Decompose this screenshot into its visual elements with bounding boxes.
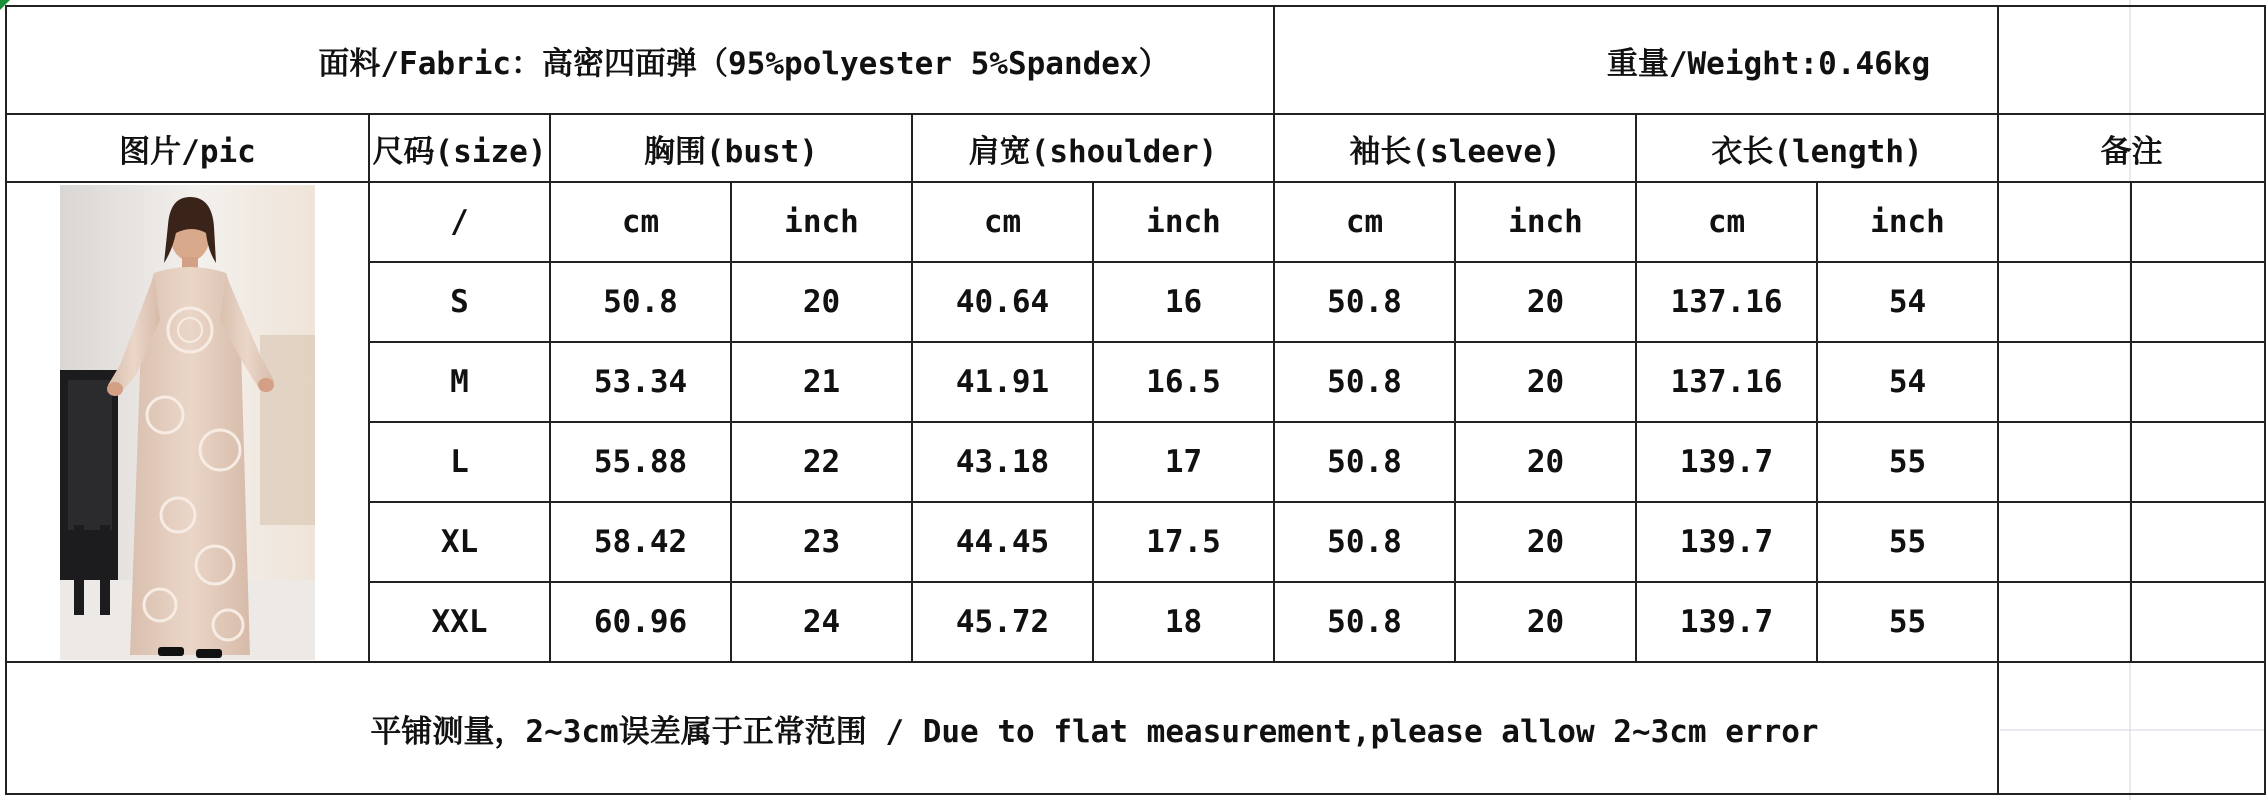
remarks-blank [2131, 422, 2265, 502]
length-cm-cell: 139.7 [1636, 582, 1817, 662]
remarks-blank [1998, 342, 2131, 422]
sleeve-cm-cell: 50.8 [1274, 502, 1455, 582]
shoulder-inch-cell: 17.5 [1093, 502, 1274, 582]
shoulder-cm-cell: 45.72 [912, 582, 1093, 662]
unit-bust-inch: inch [731, 182, 912, 262]
bust-inch-cell: 21 [731, 342, 912, 422]
sleeve-cm-cell: 50.8 [1274, 262, 1455, 342]
shoulder-cm-cell: 43.18 [912, 422, 1093, 502]
bust-inch-cell: 23 [731, 502, 912, 582]
shoulder-cm-cell: 41.91 [912, 342, 1093, 422]
unit-bust-cm: cm [550, 182, 731, 262]
remarks-blank [1998, 262, 2131, 342]
length-inch-cell: 55 [1817, 502, 1998, 582]
weight-cell [1274, 6, 1998, 114]
shoulder-inch-cell: 18 [1093, 582, 1274, 662]
length-cm-cell: 137.16 [1636, 342, 1817, 422]
sleeve-cm-cell: 50.8 [1274, 342, 1455, 422]
remarks-blank [2131, 342, 2265, 422]
unit-sleeve-inch: inch [1455, 182, 1636, 262]
length-cm-cell: 139.7 [1636, 422, 1817, 502]
length-cm-cell: 137.16 [1636, 262, 1817, 342]
remarks-blank [2131, 582, 2265, 662]
length-inch-cell: 55 [1817, 582, 1998, 662]
size-chart-table [5, 5, 2266, 795]
measurement-note: 平铺测量，2~3cm误差属于正常范围 / Due to flat measurement,please allow 2~3cm error [370, 713, 1819, 750]
col-pic: 图片/pic [6, 114, 369, 182]
sleeve-cm-cell: 50.8 [1274, 422, 1455, 502]
unit-row [6, 182, 2265, 262]
unit-shoulder-inch: inch [1093, 182, 1274, 262]
unit-shoulder-cm: cm [912, 182, 1093, 262]
remarks-blank [1998, 502, 2131, 582]
unit-length-inch: inch [1817, 182, 1998, 262]
footer-row [6, 662, 2265, 794]
header-row [6, 6, 2265, 114]
unit-length-cm: cm [1636, 182, 1817, 262]
shoulder-inch-cell: 16.5 [1093, 342, 1274, 422]
shoulder-inch-cell: 17 [1093, 422, 1274, 502]
bust-cm-cell: 60.96 [550, 582, 731, 662]
bust-cm-cell: 55.88 [550, 422, 731, 502]
bust-inch-cell: 24 [731, 582, 912, 662]
remarks-blank [2131, 182, 2265, 262]
length-inch-cell: 54 [1817, 262, 1998, 342]
sleeve-inch-cell: 20 [1455, 422, 1636, 502]
sleeve-inch-cell: 20 [1455, 342, 1636, 422]
unit-size: / [369, 182, 550, 262]
bust-inch-cell: 22 [731, 422, 912, 502]
unit-sleeve-cm: cm [1274, 182, 1455, 262]
col-remarks: 备注 [1998, 114, 2265, 182]
product-photo-cell [6, 182, 369, 662]
col-sleeve: 袖长(sleeve) [1274, 114, 1636, 182]
fabric-label: 面料/Fabric：高密四面弹（95%polyester 5%Spandex） [318, 45, 1170, 82]
size-cell: S [369, 262, 550, 342]
footer-remarks-blank [1998, 662, 2265, 794]
sleeve-inch-cell: 20 [1455, 502, 1636, 582]
col-size: 尺码(size) [369, 114, 550, 182]
shoulder-inch-cell: 16 [1093, 262, 1274, 342]
column-header-row [6, 114, 2265, 182]
remarks-blank [1998, 582, 2131, 662]
col-bust: 胸围(bust) [550, 114, 912, 182]
length-cm-cell: 139.7 [1636, 502, 1817, 582]
size-cell: XL [369, 502, 550, 582]
remarks-blank [1998, 182, 2131, 262]
size-cell: XXL [369, 582, 550, 662]
bust-inch-cell: 20 [731, 262, 912, 342]
shoulder-cm-cell: 40.64 [912, 262, 1093, 342]
length-inch-cell: 55 [1817, 422, 1998, 502]
sleeve-inch-cell: 20 [1455, 262, 1636, 342]
size-cell: L [369, 422, 550, 502]
bust-cm-cell: 53.34 [550, 342, 731, 422]
remarks-blank [2131, 262, 2265, 342]
measurement-note-cell [6, 662, 1998, 794]
shoulder-cm-cell: 44.45 [912, 502, 1093, 582]
remarks-blank [1998, 422, 2131, 502]
header-remarks-blank [1998, 6, 2265, 114]
sleeve-inch-cell: 20 [1455, 582, 1636, 662]
weight-label: 重量/Weight:0.46kg [1606, 45, 1931, 82]
fabric-cell [6, 6, 1274, 114]
bust-cm-cell: 58.42 [550, 502, 731, 582]
length-inch-cell: 54 [1817, 342, 1998, 422]
remarks-blank [2131, 502, 2265, 582]
dress-product-photo [60, 185, 315, 660]
size-cell: M [369, 342, 550, 422]
col-shoulder: 肩宽(shoulder) [912, 114, 1274, 182]
col-length: 衣长(length) [1636, 114, 1998, 182]
bust-cm-cell: 50.8 [550, 262, 731, 342]
sleeve-cm-cell: 50.8 [1274, 582, 1455, 662]
